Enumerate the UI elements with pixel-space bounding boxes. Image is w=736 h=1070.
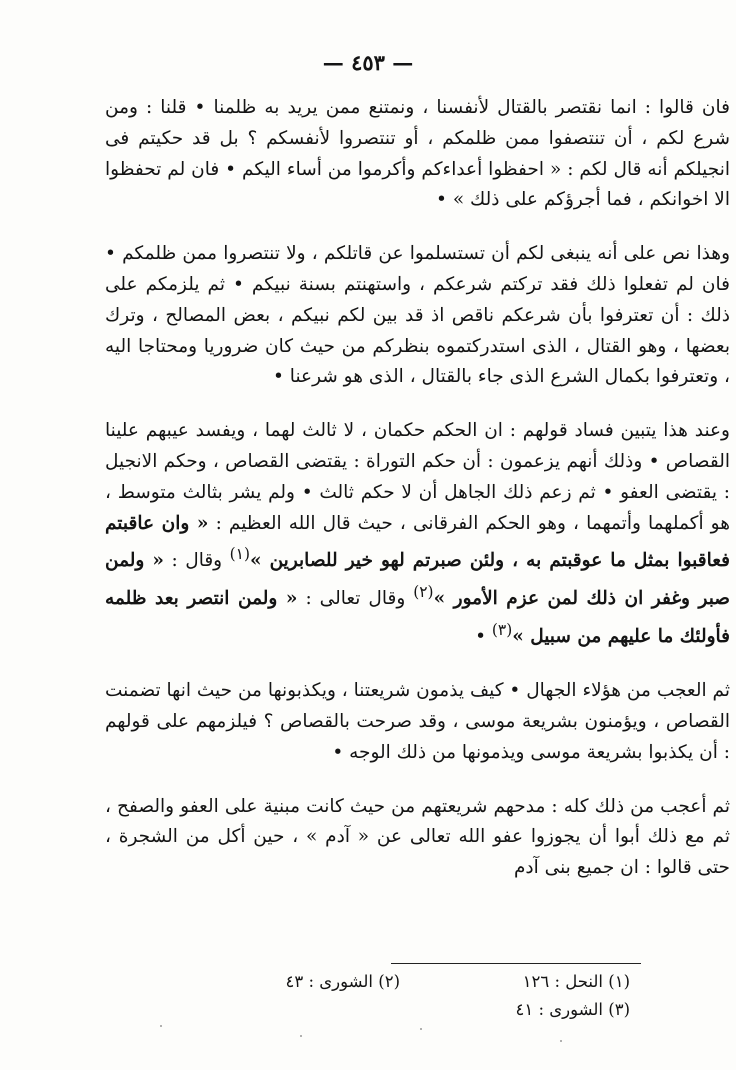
body-text <box>105 93 730 884</box>
footnote-ref-1: (١) <box>229 545 250 564</box>
quote-2-intro: وقال : <box>171 550 223 572</box>
scan-speck <box>300 1035 302 1037</box>
paragraph-4: ثم العجب من هؤلاء الجهال • كيف يذمون شريعتنا ، ويكذبونها من حيث انها تضمنت القصاص ، ويؤمنون بشريعة موسى ، وقد صرحت بالقصاص ؟ فيلزمهم على قولهم : أن يكذبوا بشريعة موسى ويذمونها من ذلك الوجه • <box>105 680 730 763</box>
footnotes <box>170 968 630 1024</box>
quran-quote-1: « وان عاقبتم فعاقبوا بمثل ما عوقبتم به ، ولئن صبرتم لهو خير للصابرين » <box>105 512 730 572</box>
paragraph-3-end: • <box>475 626 486 648</box>
paragraph-2: وهذا نص على أنه ينبغى لكم أن تستسلموا عن قاتلكم ، ولا تنتصروا ممن ظلمكم • فان لم تفعلوا ذلك فقد تركتم شرعكم ، واستهنتم بسنة نبيكم • ثم يلزمكم على ذلك : أن تعترفوا بأن شرعكم ناقص اذ قد بين لكم نبيكم ، بعض المصالح ، وترك بعضها ، وهو القتال ، الذى استدركتموه بنظركم من حيث كان ضروريا ومحتاجا اليه ، وتعترفوا بكمال الشرع الذى جاء بالقتال ، الذى هو شرعنا • <box>105 243 731 388</box>
scan-speck <box>560 1040 562 1042</box>
quote-3-intro: وقال تعالى : <box>305 588 406 610</box>
footnote-2: (٢) الشورى : ٤٣ <box>285 972 400 991</box>
page-number: — ٤٥٣ — <box>322 50 414 75</box>
quran-quote-3: « ولمن انتصر بعد ظلمه فأولئك ما عليهم من سبيل » <box>105 588 730 648</box>
footnote-3: (٣) الشورى : ٤١ <box>515 1000 630 1019</box>
paragraph-3-text: وعند هذا يتبين فساد قولهم : ان الحكم حكمان ، لا ثالث لهما ، ويفسد عيبهم علينا القصاص • وذلك أنهم يزعمون : أن حكم التوراة : يقتضى القصاص ، وحكم الانجيل : يقتضى العفو • ثم زعم ذلك الجاهل أن لا حكم ثالث • ولم يشر بثالث متوسط ، هو أكملهما وأتمهما ، وهو الحكم الفرقانى ، حيث قال الله العظيم : <box>105 420 730 534</box>
paragraph-5: ثم أعجب من ذلك كله : مدحهم شريعتهم من حيث كانت مبنية على العفو والصفح ، ثم مع ذلك أبوا أن يجوزوا عفو الله تعالى عن « آدم » ، حين أكل من الشجرة ، حتى قالوا : ان جميع بنى آدم <box>105 795 730 879</box>
footnote-separator <box>391 963 641 964</box>
footnote-1: (١) النحل : ١٢٦ <box>522 972 630 991</box>
paragraph-1: فان قالوا : انما نقتصر بالقتال لأنفسنا ، ونمتنع ممن يريد به ظلمنا • قلنا : ومن شرع لكم ، أن تنتصفوا ممن ظلمكم ، أو تنتصروا لأنفسكم ؟ بل قد حكيتم فى انجيلكم أنه قال لكم : « احفظوا أعداءكم وأكرموا من أساء اليكم • فان لم تحفظوا الا اخوانكم ، فما أجرؤكم على ذلك » • <box>105 97 730 211</box>
scan-speck <box>160 1025 162 1027</box>
paragraph-3 <box>105 416 730 653</box>
scan-speck <box>420 1028 422 1030</box>
footnote-ref-2: (٢) <box>413 583 434 602</box>
footnote-ref-3: (٣) <box>491 621 513 640</box>
quran-quote-2: « ولمن صبر وغفر ان ذلك لمن عزم الأمور » <box>105 550 730 610</box>
